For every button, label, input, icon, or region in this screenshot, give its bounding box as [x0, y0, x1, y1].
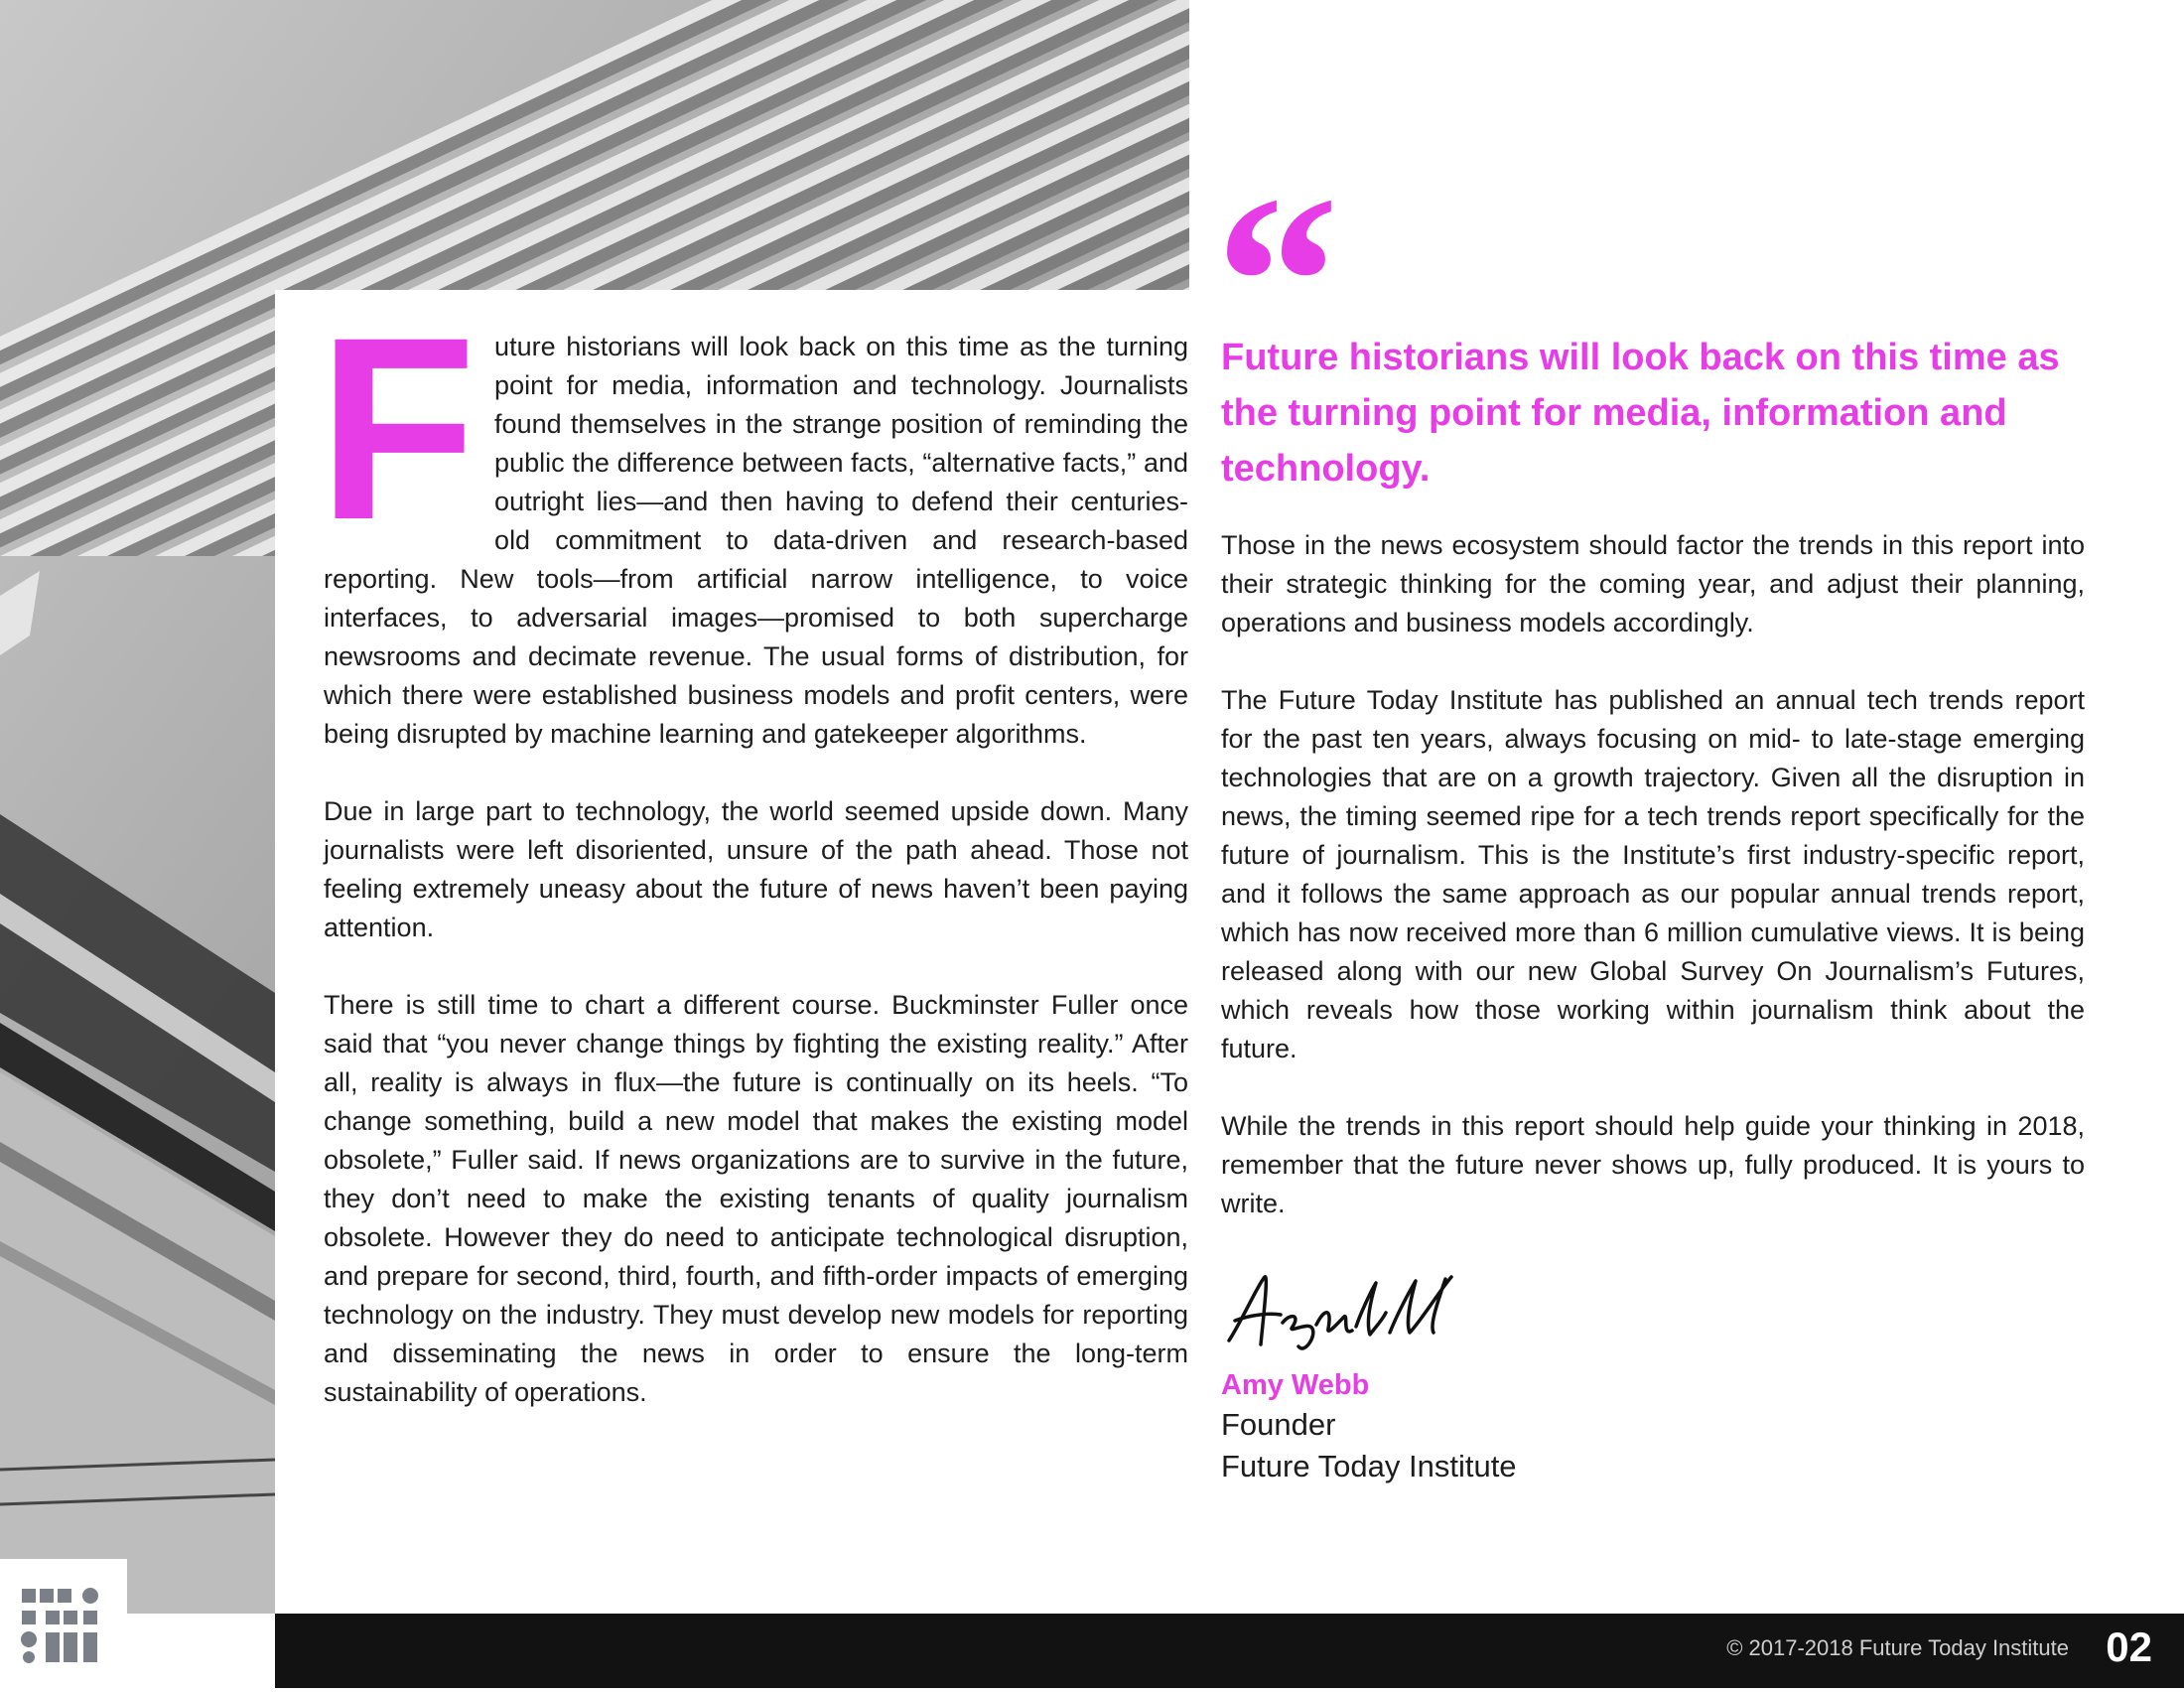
ftii-logo-icon: [0, 1559, 127, 1688]
drop-cap: F: [318, 283, 478, 574]
quote-mark-icon: “: [1215, 145, 1329, 420]
sidebar-paragraph-2: The Future Today Institute has published an annual tech trends report for the past ten years, always focusing on mid- to late-stage emerging technologies that are on a growth trajectory. Given all the disruption in news, the timing seemed ripe for a tech trends report specifically for the future of journalism. This is the Institute’s first industry-specific report, and it follows the same approach as our popular annual trends report, which has now received more than 6 million cumulative views. It is being released along with our new Global Survey On Journalism’s Futures, which reveals how those working within journalism think about the future.: [1221, 685, 2085, 1063]
article-paragraph-3: There is still time to chart a different course. Buckminster Fuller once said that “you never change things by fighting the existing reality.” After all, reality is always in flux—the future is continually on its heels. “To change something, build a new model that makes the existing model obsolete,” Fuller said. If news organizations are to survive in the future, they don’t need to make the existing tenants of quality journalism obsolete. However they do need to anticipate technological disruption, and prepare for second, third, fourth, and fifth-order impacts of emerging technology on the industry. They must develop new models for reporting and disseminating the news in order to ensure the long-term sustainability of operations.: [324, 990, 1188, 1407]
sidebar-column: [1215, 145, 2085, 1487]
signature-icon: [1221, 1263, 1459, 1362]
sidebar-paragraph-1: Those in the news ecosystem should factor the trends in this report into their strategic thinking for the coming year, and adjust their planning, operations and business models accordingly.: [1221, 530, 2085, 637]
ftii-logo: [0, 1559, 127, 1688]
sidebar-paragraph-3: While the trends in this report should help guide your thinking in 2018, remember that the future never shows up, fully produced. It is yours to write.: [1221, 1111, 2085, 1218]
signer-title: Founder: [1221, 1407, 1336, 1442]
article-paragraph-2: Due in large part to technology, the world seemed upside down. Many journalists were left disoriented, unsure of the path ahead. Those not feeling extremely uneasy about the future of news haven’t been paying attention.: [324, 796, 1188, 942]
signer-organization: Future Today Institute: [1221, 1449, 1517, 1483]
signer-name: Amy Webb: [1221, 1369, 1370, 1401]
article-paragraph-1-text: uture historians will look back on this time as the turning point for media, information and technology. Journalists found themselves in the strange position of reminding the public the difference between facts, “alternative facts,” and outright lies—and then having to defend their centuries-old commitment to data-driven and research-based reporting. New tools—from artificial narrow intelligence, to voice interfaces, to adversarial images—promised to both supercharge newsrooms and decimate revenue. The usual forms of distribution, for which there were established business models and profit centers, were being disrupted by machine learning and gatekeeper algorithms.: [324, 332, 1188, 749]
article-column: [318, 283, 1188, 1412]
page-number: 02: [2106, 1623, 2152, 1670]
copyright-text: © 2017-2018 Future Today Institute: [1726, 1635, 2069, 1660]
page-footer: [275, 1614, 2184, 1688]
pull-quote: Future historians will look back on this time as the turning point for media, information and technology.: [1221, 337, 2060, 490]
article-paragraph-1: [318, 283, 1188, 754]
